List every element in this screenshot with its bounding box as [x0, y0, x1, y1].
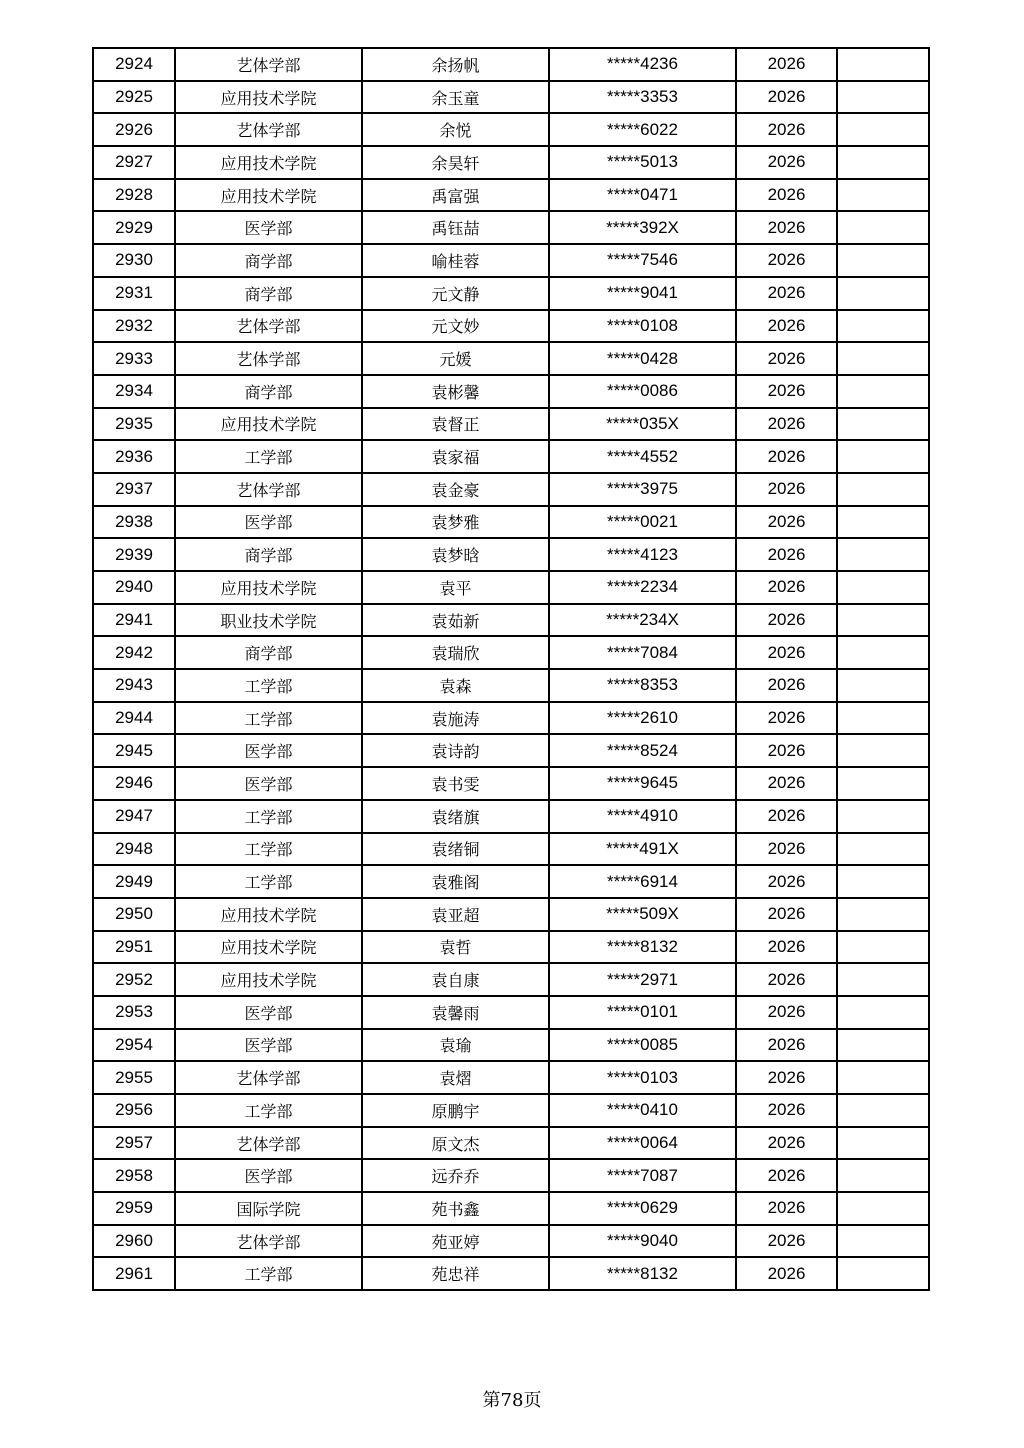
row-number-cell: 2959 [93, 1192, 175, 1225]
row-number-cell: 2933 [93, 342, 175, 375]
student-name-cell: 袁绪旗 [362, 800, 549, 833]
department-cell: 艺体学部 [175, 1127, 362, 1160]
note-cell [837, 1257, 929, 1290]
year-cell: 2026 [736, 179, 837, 212]
row-number-cell: 2957 [93, 1127, 175, 1160]
masked-id-cell: *****9040 [549, 1225, 736, 1258]
row-number-cell: 2953 [93, 996, 175, 1029]
year-cell: 2026 [736, 1192, 837, 1225]
masked-id-cell: *****5013 [549, 146, 736, 179]
row-number-cell: 2924 [93, 48, 175, 81]
table-row [93, 48, 929, 81]
row-number-cell: 2943 [93, 669, 175, 702]
department-cell: 医学部 [175, 1029, 362, 1062]
note-cell [837, 538, 929, 571]
row-number-cell: 2929 [93, 211, 175, 244]
table-row [93, 81, 929, 114]
student-name-cell: 元媛 [362, 342, 549, 375]
note-cell [837, 375, 929, 408]
table-row [93, 1225, 929, 1258]
year-cell: 2026 [736, 669, 837, 702]
note-cell [837, 440, 929, 473]
masked-id-cell: *****6914 [549, 865, 736, 898]
department-cell: 商学部 [175, 538, 362, 571]
row-number-cell: 2932 [93, 310, 175, 343]
year-cell: 2026 [736, 473, 837, 506]
note-cell [837, 636, 929, 669]
row-number-cell: 2930 [93, 244, 175, 277]
student-name-cell: 苑亚婷 [362, 1225, 549, 1258]
table-row [93, 767, 929, 800]
student-name-cell: 余玉童 [362, 81, 549, 114]
row-number-cell: 2938 [93, 506, 175, 539]
masked-id-cell: *****4123 [549, 538, 736, 571]
masked-id-cell: *****4236 [549, 48, 736, 81]
masked-id-cell: *****3353 [549, 81, 736, 114]
note-cell [837, 179, 929, 212]
masked-id-cell: *****9645 [549, 767, 736, 800]
note-cell [837, 800, 929, 833]
table-row [93, 669, 929, 702]
year-cell: 2026 [736, 1257, 837, 1290]
note-cell [837, 1061, 929, 1094]
row-number-cell: 2961 [93, 1257, 175, 1290]
student-name-cell: 袁书雯 [362, 767, 549, 800]
note-cell [837, 669, 929, 702]
note-cell [837, 1225, 929, 1258]
year-cell: 2026 [736, 1061, 837, 1094]
student-name-cell: 袁家福 [362, 440, 549, 473]
department-cell: 医学部 [175, 1159, 362, 1192]
department-cell: 工学部 [175, 440, 362, 473]
student-name-cell: 元文静 [362, 277, 549, 310]
department-cell: 艺体学部 [175, 310, 362, 343]
department-cell: 工学部 [175, 1094, 362, 1127]
year-cell: 2026 [736, 48, 837, 81]
year-cell: 2026 [736, 604, 837, 637]
student-name-cell: 原文杰 [362, 1127, 549, 1160]
note-cell [837, 604, 929, 637]
table-row [93, 833, 929, 866]
row-number-cell: 2956 [93, 1094, 175, 1127]
row-number-cell: 2941 [93, 604, 175, 637]
row-number-cell: 2955 [93, 1061, 175, 1094]
masked-id-cell: *****234X [549, 604, 736, 637]
row-number-cell: 2936 [93, 440, 175, 473]
department-cell: 医学部 [175, 734, 362, 767]
table-row [93, 898, 929, 931]
department-cell: 应用技术学院 [175, 898, 362, 931]
table-row [93, 636, 929, 669]
department-cell: 商学部 [175, 636, 362, 669]
row-number-cell: 2949 [93, 865, 175, 898]
department-cell: 医学部 [175, 506, 362, 539]
department-cell: 艺体学部 [175, 342, 362, 375]
roster-body [93, 48, 929, 1290]
row-number-cell: 2950 [93, 898, 175, 931]
department-cell: 工学部 [175, 669, 362, 702]
student-roster-table [92, 47, 930, 1291]
table-row [93, 310, 929, 343]
row-number-cell: 2947 [93, 800, 175, 833]
masked-id-cell: *****8132 [549, 1257, 736, 1290]
year-cell: 2026 [736, 963, 837, 996]
year-cell: 2026 [736, 375, 837, 408]
note-cell [837, 702, 929, 735]
department-cell: 商学部 [175, 244, 362, 277]
row-number-cell: 2952 [93, 963, 175, 996]
student-name-cell: 袁森 [362, 669, 549, 702]
page-number: 第78页 [482, 1390, 542, 1411]
student-name-cell: 袁亚超 [362, 898, 549, 931]
masked-id-cell: *****9041 [549, 277, 736, 310]
note-cell [837, 996, 929, 1029]
year-cell: 2026 [736, 702, 837, 735]
student-name-cell: 袁彬馨 [362, 375, 549, 408]
note-cell [837, 1029, 929, 1062]
masked-id-cell: *****0086 [549, 375, 736, 408]
masked-id-cell: *****0021 [549, 506, 736, 539]
student-name-cell: 袁督正 [362, 408, 549, 441]
masked-id-cell: *****3975 [549, 473, 736, 506]
department-cell: 职业技术学院 [175, 604, 362, 637]
note-cell [837, 833, 929, 866]
table-row [93, 113, 929, 146]
masked-id-cell: *****0410 [549, 1094, 736, 1127]
table-row [93, 1159, 929, 1192]
year-cell: 2026 [736, 1127, 837, 1160]
table-row [93, 604, 929, 637]
department-cell: 商学部 [175, 375, 362, 408]
year-cell: 2026 [736, 310, 837, 343]
masked-id-cell: *****2610 [549, 702, 736, 735]
student-name-cell: 袁诗韵 [362, 734, 549, 767]
department-cell: 医学部 [175, 211, 362, 244]
masked-id-cell: *****392X [549, 211, 736, 244]
table-row [93, 800, 929, 833]
student-name-cell: 禹富强 [362, 179, 549, 212]
student-name-cell: 苑忠祥 [362, 1257, 549, 1290]
note-cell [837, 506, 929, 539]
department-cell: 艺体学部 [175, 1061, 362, 1094]
row-number-cell: 2939 [93, 538, 175, 571]
table-row [93, 963, 929, 996]
year-cell: 2026 [736, 244, 837, 277]
department-cell: 艺体学部 [175, 1225, 362, 1258]
year-cell: 2026 [736, 931, 837, 964]
masked-id-cell: *****035X [549, 408, 736, 441]
student-name-cell: 袁哲 [362, 931, 549, 964]
student-name-cell: 喻桂蓉 [362, 244, 549, 277]
table-row [93, 1192, 929, 1225]
table-row [93, 506, 929, 539]
student-name-cell: 袁梦雅 [362, 506, 549, 539]
masked-id-cell: *****0101 [549, 996, 736, 1029]
row-number-cell: 2946 [93, 767, 175, 800]
student-name-cell: 袁瑜 [362, 1029, 549, 1062]
student-name-cell: 袁梦晗 [362, 538, 549, 571]
row-number-cell: 2944 [93, 702, 175, 735]
table-row [93, 1061, 929, 1094]
masked-id-cell: *****6022 [549, 113, 736, 146]
masked-id-cell: *****0471 [549, 179, 736, 212]
note-cell [837, 1127, 929, 1160]
year-cell: 2026 [736, 1159, 837, 1192]
note-cell [837, 113, 929, 146]
masked-id-cell: *****0103 [549, 1061, 736, 1094]
year-cell: 2026 [736, 506, 837, 539]
note-cell [837, 473, 929, 506]
row-number-cell: 2935 [93, 408, 175, 441]
department-cell: 应用技术学院 [175, 931, 362, 964]
table-row [93, 571, 929, 604]
masked-id-cell: *****2234 [549, 571, 736, 604]
department-cell: 工学部 [175, 1257, 362, 1290]
student-name-cell: 余扬帆 [362, 48, 549, 81]
row-number-cell: 2925 [93, 81, 175, 114]
department-cell: 艺体学部 [175, 113, 362, 146]
year-cell: 2026 [736, 734, 837, 767]
table-row [93, 734, 929, 767]
note-cell [837, 408, 929, 441]
masked-id-cell: *****8353 [549, 669, 736, 702]
department-cell: 艺体学部 [175, 473, 362, 506]
student-name-cell: 远乔乔 [362, 1159, 549, 1192]
department-cell: 应用技术学院 [175, 571, 362, 604]
row-number-cell: 2928 [93, 179, 175, 212]
year-cell: 2026 [736, 81, 837, 114]
masked-id-cell: *****7546 [549, 244, 736, 277]
table-row [93, 702, 929, 735]
masked-id-cell: *****0428 [549, 342, 736, 375]
student-name-cell: 余悦 [362, 113, 549, 146]
row-number-cell: 2954 [93, 1029, 175, 1062]
masked-id-cell: *****2971 [549, 963, 736, 996]
department-cell: 国际学院 [175, 1192, 362, 1225]
student-name-cell: 元文妙 [362, 310, 549, 343]
table-row [93, 1257, 929, 1290]
note-cell [837, 146, 929, 179]
row-number-cell: 2960 [93, 1225, 175, 1258]
row-number-cell: 2958 [93, 1159, 175, 1192]
masked-id-cell: *****0064 [549, 1127, 736, 1160]
table-row [93, 865, 929, 898]
department-cell: 应用技术学院 [175, 81, 362, 114]
table-row [93, 211, 929, 244]
masked-id-cell: *****0085 [549, 1029, 736, 1062]
masked-id-cell: *****7084 [549, 636, 736, 669]
row-number-cell: 2948 [93, 833, 175, 866]
note-cell [837, 310, 929, 343]
year-cell: 2026 [736, 865, 837, 898]
note-cell [837, 244, 929, 277]
row-number-cell: 2931 [93, 277, 175, 310]
department-cell: 艺体学部 [175, 48, 362, 81]
department-cell: 工学部 [175, 865, 362, 898]
table-row [93, 146, 929, 179]
note-cell [837, 963, 929, 996]
student-name-cell: 余昊轩 [362, 146, 549, 179]
year-cell: 2026 [736, 898, 837, 931]
table-row [93, 538, 929, 571]
table-row [93, 1029, 929, 1062]
note-cell [837, 767, 929, 800]
note-cell [837, 1159, 929, 1192]
table-row [93, 179, 929, 212]
year-cell: 2026 [736, 571, 837, 604]
department-cell: 应用技术学院 [175, 179, 362, 212]
masked-id-cell: *****8132 [549, 931, 736, 964]
table-row [93, 473, 929, 506]
department-cell: 工学部 [175, 702, 362, 735]
year-cell: 2026 [736, 800, 837, 833]
masked-id-cell: *****0108 [549, 310, 736, 343]
year-cell: 2026 [736, 636, 837, 669]
student-name-cell: 袁自康 [362, 963, 549, 996]
row-number-cell: 2940 [93, 571, 175, 604]
department-cell: 应用技术学院 [175, 146, 362, 179]
student-name-cell: 袁馨雨 [362, 996, 549, 1029]
note-cell [837, 342, 929, 375]
note-cell [837, 865, 929, 898]
row-number-cell: 2951 [93, 931, 175, 964]
department-cell: 商学部 [175, 277, 362, 310]
year-cell: 2026 [736, 211, 837, 244]
note-cell [837, 931, 929, 964]
student-name-cell: 袁瑞欣 [362, 636, 549, 669]
masked-id-cell: *****0629 [549, 1192, 736, 1225]
table-row [93, 408, 929, 441]
table-row [93, 244, 929, 277]
row-number-cell: 2937 [93, 473, 175, 506]
student-name-cell: 原鹏宇 [362, 1094, 549, 1127]
table-row [93, 1094, 929, 1127]
note-cell [837, 898, 929, 931]
year-cell: 2026 [736, 833, 837, 866]
year-cell: 2026 [736, 440, 837, 473]
table-row [93, 375, 929, 408]
year-cell: 2026 [736, 767, 837, 800]
student-name-cell: 苑书鑫 [362, 1192, 549, 1225]
department-cell: 医学部 [175, 996, 362, 1029]
table-row [93, 277, 929, 310]
student-name-cell: 袁平 [362, 571, 549, 604]
table-row [93, 996, 929, 1029]
note-cell [837, 81, 929, 114]
masked-id-cell: *****509X [549, 898, 736, 931]
row-number-cell: 2942 [93, 636, 175, 669]
year-cell: 2026 [736, 1225, 837, 1258]
table-row [93, 1127, 929, 1160]
masked-id-cell: *****8524 [549, 734, 736, 767]
row-number-cell: 2926 [93, 113, 175, 146]
year-cell: 2026 [736, 342, 837, 375]
note-cell [837, 277, 929, 310]
row-number-cell: 2934 [93, 375, 175, 408]
department-cell: 工学部 [175, 800, 362, 833]
year-cell: 2026 [736, 146, 837, 179]
student-name-cell: 袁绪铜 [362, 833, 549, 866]
student-name-cell: 禹钰喆 [362, 211, 549, 244]
year-cell: 2026 [736, 408, 837, 441]
student-name-cell: 袁施涛 [362, 702, 549, 735]
table-row [93, 342, 929, 375]
note-cell [837, 1094, 929, 1127]
department-cell: 工学部 [175, 833, 362, 866]
note-cell [837, 48, 929, 81]
note-cell [837, 734, 929, 767]
year-cell: 2026 [736, 1029, 837, 1062]
department-cell: 应用技术学院 [175, 408, 362, 441]
masked-id-cell: *****4910 [549, 800, 736, 833]
note-cell [837, 1192, 929, 1225]
masked-id-cell: *****4552 [549, 440, 736, 473]
student-name-cell: 袁熠 [362, 1061, 549, 1094]
year-cell: 2026 [736, 113, 837, 146]
year-cell: 2026 [736, 996, 837, 1029]
masked-id-cell: *****491X [549, 833, 736, 866]
row-number-cell: 2927 [93, 146, 175, 179]
table-row [93, 440, 929, 473]
student-name-cell: 袁金豪 [362, 473, 549, 506]
student-name-cell: 袁雅阁 [362, 865, 549, 898]
note-cell [837, 571, 929, 604]
masked-id-cell: *****7087 [549, 1159, 736, 1192]
department-cell: 医学部 [175, 767, 362, 800]
table-row [93, 931, 929, 964]
year-cell: 2026 [736, 538, 837, 571]
department-cell: 应用技术学院 [175, 963, 362, 996]
year-cell: 2026 [736, 277, 837, 310]
row-number-cell: 2945 [93, 734, 175, 767]
student-name-cell: 袁茹新 [362, 604, 549, 637]
note-cell [837, 211, 929, 244]
year-cell: 2026 [736, 1094, 837, 1127]
